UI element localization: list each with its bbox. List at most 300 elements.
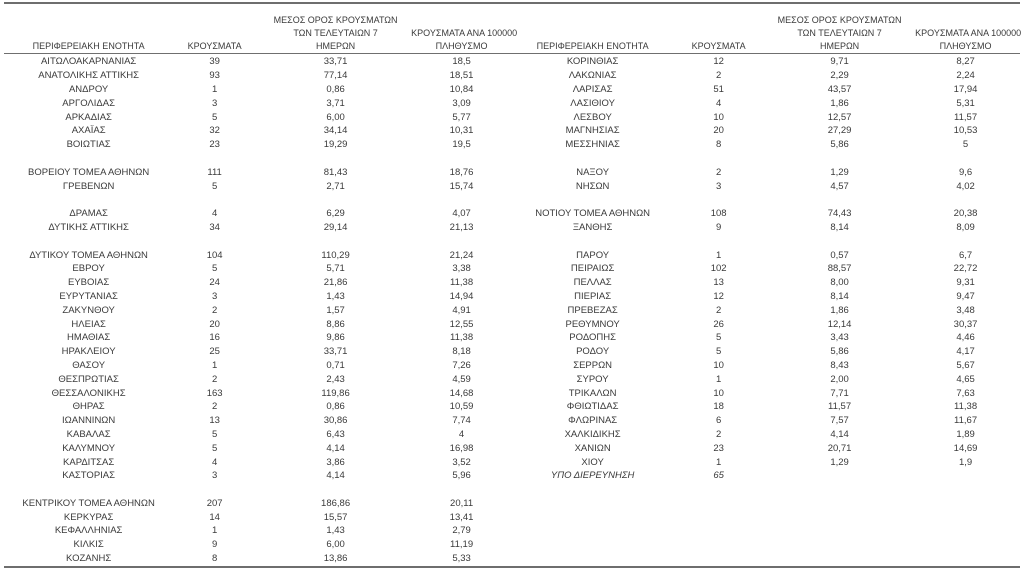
cases-cell: 65: [713, 470, 724, 482]
table-row: [8, 110, 512, 124]
region-name-cell: ΠΙΕΡΙΑΣ: [574, 290, 612, 302]
table-row: [8, 55, 512, 69]
per100k-cell: 30,37: [953, 318, 978, 330]
cases-cell: 10: [713, 111, 724, 123]
avg7-cell: 13,86: [323, 553, 348, 565]
cases-cell: 9: [211, 539, 218, 551]
cases-cell: 3: [211, 290, 218, 302]
avg7-cell: 15,57: [323, 511, 348, 523]
table-row: [8, 441, 512, 455]
cases-cell: 2: [211, 373, 218, 385]
avg7-cell: 34,14: [323, 125, 348, 137]
per100k-cell: 8,27: [956, 56, 975, 68]
table-row: [512, 359, 1016, 373]
per100k-cell: 20,38: [953, 208, 978, 220]
table-row: [512, 372, 1016, 386]
per100k-cell: 11,38: [450, 332, 474, 344]
table-row: [512, 55, 1016, 69]
per100k-cell: 11,67: [954, 415, 978, 427]
avg7-cell: 0,86: [326, 83, 345, 95]
table-row: [512, 179, 1016, 193]
table-row: [512, 441, 1016, 455]
avg7-cell: 88,57: [827, 263, 852, 275]
per100k-cell: 12,55: [449, 318, 474, 330]
region-name-cell: ΧΑΝΙΩΝ: [574, 442, 611, 454]
per100k-cell: 11,19: [450, 539, 474, 551]
table-row: [8, 207, 512, 221]
cases-cell: 2: [211, 304, 218, 316]
table-row: [512, 138, 1016, 152]
region-name-cell: ΤΡΙΚΑΛΩΝ: [568, 387, 617, 399]
avg7-cell: 6,00: [326, 111, 345, 123]
region-name-cell: ΗΛΕΙΑΣ: [71, 318, 106, 330]
table-row: [8, 276, 512, 290]
region-name-cell: ΚΕΡΚΥΡΑΣ: [63, 511, 114, 523]
table-row: [8, 428, 512, 442]
table-row: [8, 179, 512, 193]
cases-cell: 1: [715, 373, 722, 385]
region-name-cell: ΚΑΒΑΛΑΣ: [66, 428, 111, 440]
avg7-cell: 20,71: [827, 442, 852, 454]
table-row: [512, 262, 1016, 276]
table-row: [8, 317, 512, 331]
avg7-cell: 5,71: [326, 263, 345, 275]
table-row: [8, 248, 512, 262]
col-header-avg7-line1: ΜΕΣΟΣ ΟΡΟΣ ΚΡΟΥΣΜΑΤΩΝ: [777, 15, 902, 25]
region-name-cell: ΚΑΡΔΙΤΣΑΣ: [63, 456, 115, 468]
avg7-cell: 81,43: [323, 166, 348, 178]
avg7-cell: 8,14: [830, 221, 849, 233]
per100k-cell: 6,7: [958, 249, 973, 261]
per100k-cell: 8,18: [452, 346, 471, 358]
cases-cell: 2: [715, 428, 722, 440]
per100k-cell: 4,07: [452, 208, 471, 220]
avg7-cell: 1,57: [326, 304, 345, 316]
avg7-cell: 0,71: [326, 359, 345, 371]
avg7-cell: 186,86: [321, 497, 351, 509]
avg7-cell: 33,71: [323, 346, 348, 358]
region-name-cell: ΡΟΔΟΠΗΣ: [569, 332, 616, 344]
per100k-cell: 7,26: [452, 359, 471, 371]
table-row: [8, 497, 512, 511]
cases-cell: 25: [209, 346, 220, 358]
per100k-cell: 21,13: [449, 221, 474, 233]
avg7-cell: 4,14: [326, 442, 345, 454]
avg7-cell: 2,43: [326, 373, 345, 385]
cases-cell: 32: [209, 125, 220, 137]
per100k-cell: 9,6: [958, 166, 973, 178]
cases-cell: 2: [211, 401, 218, 413]
table-row: [8, 303, 512, 317]
region-name-cell: ΘΕΣΠΡΩΤΙΑΣ: [58, 373, 119, 385]
col-header-region: ΠΕΡΙΦΕΡΕΙΑΚΗ ΕΝΟΤΗΤΑ: [536, 41, 649, 51]
per100k-cell: 9,31: [956, 277, 975, 289]
avg7-cell: 1,43: [326, 525, 345, 537]
cases-cell: 1: [715, 456, 722, 468]
col-header-cases: ΚΡΟΥΣΜΑΤΑ: [691, 41, 746, 51]
region-name-cell: ΛΑΚΩΝΙΑΣ: [568, 70, 617, 82]
per100k-cell: 11,38: [954, 401, 978, 413]
table-row: [512, 69, 1016, 83]
table-row: [8, 414, 512, 428]
region-name-cell: ΝΑΞΟΥ: [576, 166, 610, 178]
avg7-cell: 1,86: [830, 304, 849, 316]
region-name-cell: ΙΩΑΝΝΙΝΩΝ: [62, 415, 116, 427]
cases-cell: 26: [713, 318, 724, 330]
region-name-cell: ΛΑΡΙΣΑΣ: [572, 83, 613, 95]
per100k-cell: 15,74: [449, 180, 474, 192]
region-name-cell: ΗΜΑΘΙΑΣ: [67, 332, 111, 344]
table-row: [512, 345, 1016, 359]
region-name-cell: ΕΥΒΟΙΑΣ: [68, 277, 110, 289]
region-name-cell: ΦΘΙΩΤΙΔΑΣ: [566, 401, 619, 413]
region-name-cell: ΔΥΤΙΚΗΣ ΑΤΤΙΚΗΣ: [48, 221, 129, 233]
region-name-cell: ΒΟΡΕΙΟΥ ΤΟΜΕΑ ΑΘΗΝΩΝ: [28, 166, 150, 178]
avg7-cell: 12,14: [827, 318, 852, 330]
region-name-cell: ΑΧΑΪΑΣ: [71, 125, 106, 137]
cases-cell: 1: [211, 83, 218, 95]
avg7-cell: 7,71: [830, 387, 849, 399]
region-name-cell: ΕΥΡΥΤΑΝΙΑΣ: [59, 290, 118, 302]
region-name-cell: ΗΡΑΚΛΕΙΟΥ: [61, 346, 116, 358]
bottom-rule: [4, 566, 1020, 568]
avg7-cell: 1,43: [326, 290, 345, 302]
per100k-cell: 4,65: [956, 373, 975, 385]
avg7-cell: 8,86: [326, 318, 345, 330]
region-name-cell: ΓΡΕΒΕΝΩΝ: [62, 180, 115, 192]
cases-cell: 10: [713, 387, 724, 399]
table-row: [512, 455, 1016, 469]
col-header-avg7-line2: ΤΩΝ ΤΕΛΕΥΤΑΙΩΝ 7: [797, 28, 882, 38]
col-header-avg7-line1: ΜΕΣΟΣ ΟΡΟΣ ΚΡΟΥΣΜΑΤΩΝ: [273, 15, 398, 25]
per100k-cell: 16,98: [449, 442, 474, 454]
table-row: [8, 331, 512, 345]
region-name-cell: ΣΕΡΡΩΝ: [573, 359, 613, 371]
cases-cell: 93: [209, 70, 220, 82]
table-header-right: [512, 11, 1022, 53]
table-header-left: [8, 11, 518, 53]
per100k-cell: 2,24: [956, 70, 975, 82]
avg7-cell: 1,29: [830, 456, 849, 468]
region-name-cell: ΑΝΑΤΟΛΙΚΗΣ ΑΤΤΙΚΗΣ: [38, 70, 140, 82]
avg7-cell: 8,14: [830, 290, 849, 302]
per100k-cell: 19,5: [452, 139, 471, 151]
cases-cell: 12: [713, 290, 724, 302]
region-name-cell: ΜΕΣΣΗΝΙΑΣ: [565, 139, 620, 151]
cases-cell: 5: [211, 180, 218, 192]
region-name-cell: ΝΗΣΩΝ: [575, 180, 610, 192]
avg7-cell: 3,86: [326, 456, 345, 468]
region-name-cell: ΡΕΘΥΜΝΟΥ: [565, 318, 620, 330]
per100k-cell: 5: [962, 139, 969, 151]
region-name-cell: ΒΟΙΩΤΙΑΣ: [66, 139, 111, 151]
table-row: [8, 455, 512, 469]
cases-cell: 1: [211, 359, 218, 371]
per100k-cell: 20,11: [450, 497, 474, 509]
table-row: [512, 414, 1016, 428]
per100k-cell: 4,59: [452, 373, 471, 385]
table-row: [512, 400, 1016, 414]
cases-cell: 5: [211, 442, 218, 454]
region-name-cell: ΧΑΛΚΙΔΙΚΗΣ: [564, 428, 621, 440]
table-row: [8, 510, 512, 524]
cases-cell: 24: [209, 277, 220, 289]
region-name-cell: ΚΕΝΤΡΙΚΟΥ ΤΟΜΕΑ ΑΘΗΝΩΝ: [22, 497, 155, 509]
avg7-cell: 27,29: [827, 125, 852, 137]
col-header-per100k-line2: ΠΛΗΘΥΣΜΟ: [939, 41, 992, 51]
region-name-cell: ΔΥΤΙΚΟΥ ΤΟΜΕΑ ΑΘΗΝΩΝ: [29, 249, 148, 261]
table-body-right: [512, 53, 1016, 483]
region-name-cell: ΚΙΛΚΙΣ: [73, 539, 104, 551]
cases-cell: 5: [211, 111, 218, 123]
per100k-cell: 11,38: [450, 277, 474, 289]
avg7-cell: 5,86: [830, 346, 849, 358]
per100k-cell: 14,68: [449, 387, 474, 399]
cases-cell: 111: [207, 166, 222, 178]
table-body-left: [8, 53, 512, 565]
per100k-cell: 5,96: [452, 470, 471, 482]
table-row: [512, 428, 1016, 442]
cases-cell: 39: [209, 56, 220, 68]
avg7-cell: 3,43: [830, 332, 849, 344]
avg7-cell: 0,57: [830, 249, 849, 261]
cases-cell: 104: [206, 249, 223, 261]
table-row: [512, 165, 1016, 179]
region-name-cell: ΖΑΚΥΝΘΟΥ: [62, 304, 115, 316]
region-name-cell: ΦΛΩΡΙΝΑΣ: [568, 415, 618, 427]
table-row: [512, 124, 1016, 138]
table-row: [8, 386, 512, 400]
table-row: [8, 165, 512, 179]
per100k-cell: 18,51: [449, 70, 474, 82]
region-name-cell: ΘΑΣΟΥ: [72, 359, 106, 371]
per100k-cell: 3,09: [452, 97, 471, 109]
region-name-cell: ΥΠΟ ΔΙΕΡΕΥΝΗΣΗ: [550, 470, 635, 482]
table-row: [8, 96, 512, 110]
per100k-cell: 21,24: [449, 249, 474, 261]
avg7-cell: 74,43: [827, 208, 852, 220]
col-header-region: ΠΕΡΙΦΕΡΕΙΑΚΗ ΕΝΟΤΗΤΑ: [32, 41, 145, 51]
table-row: [512, 110, 1016, 124]
cases-cell: 8: [211, 553, 218, 565]
region-name-cell: ΔΡΑΜΑΣ: [69, 208, 108, 220]
region-name-cell: ΞΑΝΘΗΣ: [572, 221, 613, 233]
region-name-cell: ΠΡΕΒΕΖΑΣ: [567, 304, 618, 316]
per100k-cell: 5,31: [956, 97, 975, 109]
avg7-cell: 4,14: [830, 428, 849, 440]
cases-cell: 13: [209, 415, 220, 427]
cases-cell: 20: [209, 318, 220, 330]
avg7-cell: 2,29: [830, 70, 849, 82]
cases-cell: 51: [713, 83, 724, 95]
per100k-cell: 2,79: [452, 525, 471, 537]
cases-cell: 2: [715, 304, 722, 316]
table-row: [512, 469, 1016, 483]
per100k-cell: 9,47: [956, 290, 975, 302]
per100k-cell: 5,33: [452, 553, 471, 565]
col-header-per100k: [915, 27, 1022, 53]
table-row: [512, 386, 1016, 400]
region-name-cell: ΧΙΟΥ: [581, 456, 604, 468]
cases-cell: 3: [715, 180, 722, 192]
region-name-cell: ΚΟΖΑΝΗΣ: [66, 553, 112, 565]
table-row: [8, 372, 512, 386]
table-row: [8, 538, 512, 552]
cases-table-left: [8, 11, 518, 565]
per100k-cell: 3,38: [452, 263, 471, 275]
spacer-row: [8, 483, 512, 497]
region-name-cell: ΑΡΚΑΔΙΑΣ: [65, 111, 112, 123]
region-name-cell: ΝΟΤΙΟΥ ΤΟΜΕΑ ΑΘΗΝΩΝ: [535, 208, 651, 220]
table-row: [8, 345, 512, 359]
spacer-row: [512, 193, 1016, 207]
avg7-cell: 110,29: [321, 249, 350, 261]
per100k-cell: 3,48: [956, 304, 975, 316]
per100k-cell: 10,84: [449, 83, 474, 95]
table-row: [512, 276, 1016, 290]
cases-cell: 4: [211, 456, 218, 468]
per100k-cell: 4,46: [956, 332, 975, 344]
per100k-cell: 8,09: [956, 221, 975, 233]
per100k-cell: 7,74: [452, 415, 471, 427]
cases-cell: 23: [209, 139, 220, 151]
region-name-cell: ΡΟΔΟΥ: [576, 346, 610, 358]
table-row: [8, 552, 512, 566]
per100k-cell: 18,5: [452, 56, 471, 68]
cases-cell: 16: [209, 332, 220, 344]
region-name-cell: ΣΥΡΟΥ: [576, 373, 609, 385]
avg7-cell: 0,86: [326, 401, 345, 413]
table-row: [512, 290, 1016, 304]
per100k-cell: 4,02: [956, 180, 975, 192]
avg7-cell: 4,14: [326, 470, 345, 482]
per100k-cell: 10,53: [953, 125, 978, 137]
avg7-cell: 1,86: [830, 97, 849, 109]
per100k-cell: 5,67: [956, 359, 975, 371]
per100k-cell: 14,69: [953, 442, 978, 454]
avg7-cell: 7,57: [830, 415, 849, 427]
avg7-cell: 12,57: [827, 111, 852, 123]
avg7-cell: 29,14: [323, 221, 348, 233]
cases-cell: 163: [206, 387, 223, 399]
avg7-cell: 21,86: [323, 277, 348, 289]
table-row: [8, 221, 512, 235]
avg7-cell: 6,00: [326, 539, 345, 551]
col-header-avg7-line2: ΤΩΝ ΤΕΛΕΥΤΑΙΩΝ 7: [293, 28, 378, 38]
avg7-cell: 11,57: [828, 401, 852, 413]
region-name-cell: ΚΟΡΙΝΘΙΑΣ: [566, 56, 619, 68]
col-header-avg7: [260, 14, 411, 53]
per100k-cell: 4,91: [452, 304, 471, 316]
avg7-cell: 30,86: [323, 415, 348, 427]
per100k-cell: 14,94: [449, 290, 474, 302]
region-name-cell: ΚΑΛΥΜΝΟΥ: [62, 442, 116, 454]
avg7-cell: 2,00: [830, 373, 849, 385]
top-rule: [4, 2, 1020, 4]
cases-cell: 1: [715, 249, 722, 261]
cases-cell: 3: [211, 470, 218, 482]
avg7-cell: 4,57: [830, 180, 849, 192]
region-name-cell: ΠΕΛΛΑΣ: [573, 277, 612, 289]
avg7-cell: 1,29: [830, 166, 849, 178]
avg7-cell: 6,43: [326, 428, 345, 440]
cases-cell: 108: [710, 208, 727, 220]
avg7-cell: 19,29: [323, 139, 348, 151]
per100k-cell: 10,31: [449, 125, 474, 137]
table-row: [8, 83, 512, 97]
spacer-row: [512, 152, 1016, 166]
per100k-cell: 18,76: [449, 166, 474, 178]
col-header-avg7-line3: ΗΜΕΡΩΝ: [315, 41, 356, 51]
cases-cell: 102: [710, 263, 727, 275]
region-name-cell: ΛΕΣΒΟΥ: [573, 111, 612, 123]
avg7-cell: 9,71: [830, 56, 849, 68]
region-name-cell: ΛΑΣΙΘΙΟΥ: [570, 97, 615, 109]
cases-cell: 1: [211, 525, 218, 537]
cases-cell: 10: [713, 359, 724, 371]
region-name-cell: ΑΙΤΩΛΟΑΚΑΡΝΑΝΙΑΣ: [40, 56, 137, 68]
table-row: [512, 248, 1016, 262]
col-header-per100k: [411, 27, 518, 53]
table-row: [512, 303, 1016, 317]
avg7-cell: 8,43: [830, 359, 849, 371]
cases-cell: 3: [211, 97, 218, 109]
col-header-per100k-line1: ΚΡΟΥΣΜΑΤΑ ΑΝΑ 100000: [411, 28, 518, 38]
avg7-cell: 2,71: [326, 180, 345, 192]
cases-cell: 20: [713, 125, 724, 137]
cases-cell: 12: [713, 56, 724, 68]
avg7-cell: 6,29: [326, 208, 345, 220]
avg7-cell: 3,71: [326, 97, 345, 109]
per100k-cell: 3,52: [452, 456, 471, 468]
cases-cell: 5: [211, 428, 218, 440]
avg7-cell: 8,00: [830, 277, 849, 289]
spacer-row: [8, 152, 512, 166]
per100k-cell: 1,89: [956, 428, 975, 440]
per100k-cell: 11,57: [954, 111, 978, 123]
per100k-cell: 4: [458, 428, 465, 440]
region-name-cell: ΜΑΓΝΗΣΙΑΣ: [565, 125, 620, 137]
col-header-avg7: [764, 14, 915, 53]
table-row: [512, 96, 1016, 110]
per100k-cell: 17,94: [953, 83, 978, 95]
region-name-cell: ΚΕΦΑΛΛΗΝΙΑΣ: [54, 525, 123, 537]
cases-cell: 4: [715, 97, 722, 109]
col-header-cases: ΚΡΟΥΣΜΑΤΑ: [187, 41, 242, 51]
cases-cell: 34: [209, 221, 220, 233]
region-name-cell: ΑΡΓΟΛΙΔΑΣ: [62, 97, 115, 109]
region-name-cell: ΠΕΙΡΑΙΩΣ: [570, 263, 615, 275]
cases-cell: 5: [211, 263, 218, 275]
cases-cell: 14: [209, 511, 220, 523]
avg7-cell: 9,86: [326, 332, 345, 344]
per100k-cell: 13,41: [449, 511, 474, 523]
table-row: [8, 359, 512, 373]
table-row: [512, 207, 1016, 221]
per100k-cell: 4,17: [956, 346, 975, 358]
table-row: [512, 221, 1016, 235]
per100k-cell: 7,63: [956, 387, 975, 399]
table-row: [512, 83, 1016, 97]
cases-cell: 5: [715, 332, 722, 344]
table-row: [8, 69, 512, 83]
cases-table-right: [512, 11, 1022, 565]
per100k-cell: 10,59: [449, 401, 474, 413]
cases-cell: 4: [211, 208, 218, 220]
region-name-cell: ΚΑΣΤΟΡΙΑΣ: [62, 470, 116, 482]
table-row: [8, 124, 512, 138]
cases-cell: 13: [713, 277, 724, 289]
